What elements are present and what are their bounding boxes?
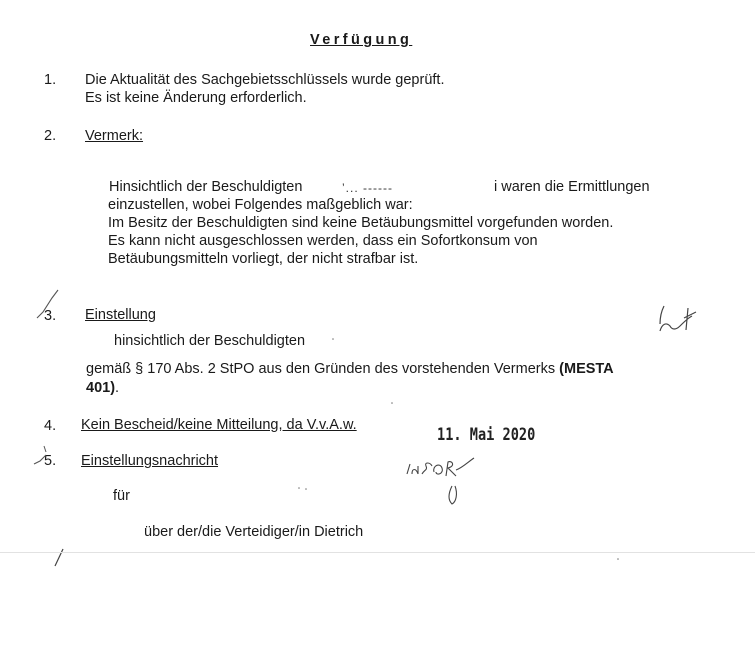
stamp-initials-icon: [407, 458, 474, 476]
paraph-signature-icon: [660, 306, 696, 331]
scan-edge-line: [0, 552, 755, 553]
item-3-number: 3.: [44, 308, 57, 324]
vermerk-line-3: Im Besitz der Beschuldigten sind keine Betäubungsmittel vorgefunden worden.: [108, 215, 614, 231]
stamp-date: 11. Mai 2020: [437, 425, 536, 445]
item-5-number: 5.: [44, 453, 57, 469]
item-1-number: 1.: [44, 72, 57, 88]
item-4-number: 4.: [44, 418, 57, 434]
einstellung-subject: hinsichtlich der Beschuldigten: [114, 333, 306, 349]
check-mark-5-icon: [34, 455, 46, 464]
vermerk-line-2: einzustellen, wobei Folgendes maßgeblich war:: [108, 197, 413, 213]
fuer-label: für: [113, 488, 130, 504]
item-1-line-2: Es ist keine Änderung erforderlich.: [85, 90, 307, 106]
check-mark-3-icon: [37, 290, 58, 318]
einstellung-line-1-text: gemäß § 170 Abs. 2 StPO aus den Gründen des vorstehenden Vermerks: [86, 361, 556, 377]
mesta-number: 401): [86, 380, 116, 396]
vermerk-line-5: Betäubungsmitteln vorliegt, der nicht strafbar ist.: [108, 251, 419, 267]
verteidiger-line: über der/die Verteidiger/in Dietrich: [144, 524, 364, 540]
kein-bescheid-text: Kein Bescheid/keine Mitteilung, da V.v.A.w.: [81, 417, 357, 433]
einstellung-heading: Einstellung: [85, 307, 156, 323]
mesta-label: (MESTA: [559, 361, 614, 377]
stamp-flourish-icon: [449, 486, 456, 504]
item-2-number: 2.: [44, 128, 57, 144]
document-title: Verfügung: [310, 32, 413, 48]
vermerk-line-1-end: i waren die Ermittlungen: [494, 179, 650, 195]
vermerk-heading: Vermerk:: [85, 128, 144, 144]
check-mark-5b-icon: [44, 446, 46, 452]
einstellung-line-2-period: .: [115, 380, 120, 396]
item-1-line-1: Die Aktualität des Sachgebietsschlüssels wurde geprüft.: [85, 72, 445, 88]
einstellungsnachricht-heading: Einstellungsnachricht: [81, 453, 219, 469]
vermerk-line-1-start: Hinsichtlich der Beschuldigten: [109, 179, 303, 195]
vermerk-line-4: Es kann nicht ausgeschlossen werden, dass ein Sofortkonsum von: [108, 233, 538, 249]
redacted-name: ’... ------: [342, 181, 393, 195]
